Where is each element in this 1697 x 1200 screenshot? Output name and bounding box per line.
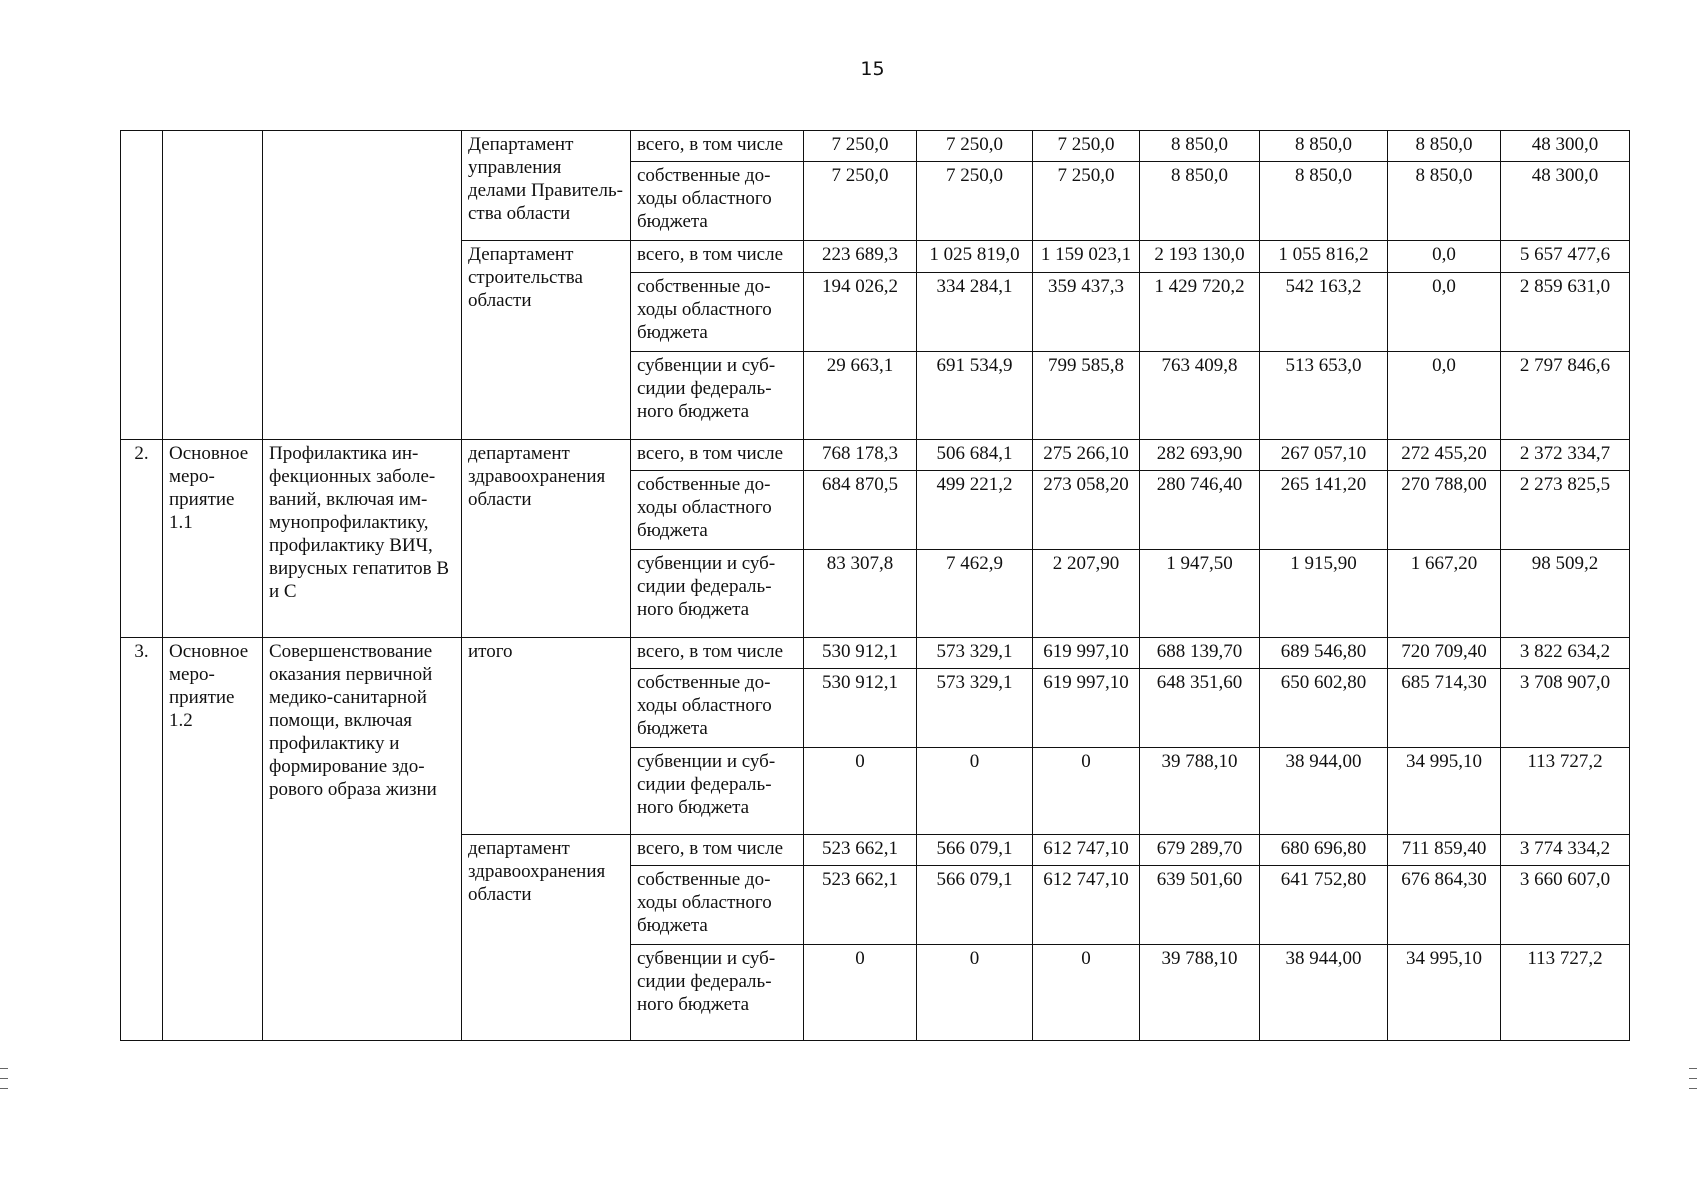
- value-cell: 7 250,0: [1033, 131, 1140, 162]
- value-cell: 8 850,0: [1388, 162, 1501, 241]
- value-cell: 270 788,00: [1388, 471, 1501, 550]
- edge-mark: [1689, 1078, 1697, 1079]
- budget-category: собственные до-ходы областного бюджета: [631, 866, 804, 945]
- value-cell: 8 850,0: [1140, 162, 1260, 241]
- value-cell: 3 660 607,0: [1501, 866, 1630, 945]
- value-cell: 8 850,0: [1388, 131, 1501, 162]
- value-cell: 98 509,2: [1501, 550, 1630, 638]
- value-cell: 48 300,0: [1501, 162, 1630, 241]
- funding-source: департамент здравоохранения области: [462, 835, 631, 1041]
- value-cell: 113 727,2: [1501, 945, 1630, 1041]
- value-cell: 619 997,10: [1033, 638, 1140, 669]
- value-cell: 1 667,20: [1388, 550, 1501, 638]
- edge-mark: [1689, 1068, 1697, 1069]
- event-type: [163, 131, 263, 440]
- value-cell: 0,0: [1388, 241, 1501, 273]
- value-cell: 1 159 023,1: [1033, 241, 1140, 273]
- value-cell: 689 546,80: [1260, 638, 1388, 669]
- row-index: 3.: [121, 638, 163, 1041]
- value-cell: 0: [917, 945, 1033, 1041]
- row-index: [121, 131, 163, 440]
- value-cell: 763 409,8: [1140, 352, 1260, 440]
- value-cell: 280 746,40: [1140, 471, 1260, 550]
- value-cell: 612 747,10: [1033, 835, 1140, 866]
- table-row: [121, 131, 1630, 162]
- event-type: Основное меро-приятие 1.2: [163, 638, 263, 1041]
- budget-category: всего, в том числе: [631, 835, 804, 866]
- value-cell: 0,0: [1388, 352, 1501, 440]
- budget-category: субвенции и суб-сидии федераль-ного бюджета: [631, 550, 804, 638]
- value-cell: 566 079,1: [917, 835, 1033, 866]
- value-cell: 612 747,10: [1033, 866, 1140, 945]
- value-cell: 334 284,1: [917, 273, 1033, 352]
- value-cell: 7 250,0: [804, 131, 917, 162]
- edge-mark: [0, 1088, 8, 1089]
- value-cell: 48 300,0: [1501, 131, 1630, 162]
- value-cell: 223 689,3: [804, 241, 917, 273]
- edge-mark: [0, 1078, 8, 1079]
- value-cell: 768 178,3: [804, 440, 917, 471]
- value-cell: 39 788,10: [1140, 945, 1260, 1041]
- value-cell: 711 859,40: [1388, 835, 1501, 866]
- value-cell: 720 709,40: [1388, 638, 1501, 669]
- value-cell: 7 250,0: [804, 162, 917, 241]
- value-cell: 2 859 631,0: [1501, 273, 1630, 352]
- value-cell: 0: [917, 748, 1033, 835]
- budget-category: собственные до-ходы областного бюджета: [631, 162, 804, 241]
- row-index: 2.: [121, 440, 163, 638]
- table-row: [121, 440, 1630, 471]
- edge-mark: [0, 1068, 8, 1069]
- budget-category: субвенции и суб-сидии федераль-ного бюджета: [631, 945, 804, 1041]
- value-cell: 272 455,20: [1388, 440, 1501, 471]
- value-cell: 499 221,2: [917, 471, 1033, 550]
- value-cell: 8 850,0: [1260, 162, 1388, 241]
- budget-category: всего, в том числе: [631, 638, 804, 669]
- value-cell: 83 307,8: [804, 550, 917, 638]
- value-cell: 1 947,50: [1140, 550, 1260, 638]
- value-cell: 513 653,0: [1260, 352, 1388, 440]
- value-cell: 648 351,60: [1140, 669, 1260, 748]
- value-cell: 3 774 334,2: [1501, 835, 1630, 866]
- value-cell: 265 141,20: [1260, 471, 1388, 550]
- value-cell: 1 429 720,2: [1140, 273, 1260, 352]
- value-cell: 2 207,90: [1033, 550, 1140, 638]
- value-cell: 3 822 634,2: [1501, 638, 1630, 669]
- value-cell: 0: [804, 748, 917, 835]
- value-cell: 3 708 907,0: [1501, 669, 1630, 748]
- value-cell: 34 995,10: [1388, 945, 1501, 1041]
- value-cell: 530 912,1: [804, 669, 917, 748]
- funding-source: Департамент строительства области: [462, 241, 631, 440]
- budget-category: субвенции и суб-сидии федераль-ного бюджета: [631, 748, 804, 835]
- value-cell: 273 058,20: [1033, 471, 1140, 550]
- value-cell: 523 662,1: [804, 866, 917, 945]
- value-cell: 113 727,2: [1501, 748, 1630, 835]
- page-number: 15: [860, 58, 885, 80]
- value-cell: 38 944,00: [1260, 748, 1388, 835]
- event-type: Основное меро-приятие 1.1: [163, 440, 263, 638]
- value-cell: 39 788,10: [1140, 748, 1260, 835]
- value-cell: 523 662,1: [804, 835, 917, 866]
- value-cell: 267 057,10: [1260, 440, 1388, 471]
- budget-category: собственные до-ходы областного бюджета: [631, 273, 804, 352]
- value-cell: 2 193 130,0: [1140, 241, 1260, 273]
- value-cell: 639 501,60: [1140, 866, 1260, 945]
- value-cell: 1 055 816,2: [1260, 241, 1388, 273]
- table-body: [121, 131, 1630, 1041]
- value-cell: 359 437,3: [1033, 273, 1140, 352]
- value-cell: 542 163,2: [1260, 273, 1388, 352]
- value-cell: 34 995,10: [1388, 748, 1501, 835]
- value-cell: 0: [804, 945, 917, 1041]
- value-cell: 0: [1033, 748, 1140, 835]
- value-cell: 2 797 846,6: [1501, 352, 1630, 440]
- value-cell: 684 870,5: [804, 471, 917, 550]
- value-cell: 29 663,1: [804, 352, 917, 440]
- value-cell: 194 026,2: [804, 273, 917, 352]
- value-cell: 275 266,10: [1033, 440, 1140, 471]
- value-cell: 688 139,70: [1140, 638, 1260, 669]
- event-name: [263, 131, 462, 440]
- value-cell: 38 944,00: [1260, 945, 1388, 1041]
- budget-category: собственные до-ходы областного бюджета: [631, 669, 804, 748]
- value-cell: 530 912,1: [804, 638, 917, 669]
- value-cell: 676 864,30: [1388, 866, 1501, 945]
- value-cell: 2 372 334,7: [1501, 440, 1630, 471]
- value-cell: 650 602,80: [1260, 669, 1388, 748]
- value-cell: 573 329,1: [917, 638, 1033, 669]
- value-cell: 2 273 825,5: [1501, 471, 1630, 550]
- value-cell: 680 696,80: [1260, 835, 1388, 866]
- budget-category: всего, в том числе: [631, 241, 804, 273]
- budget-category: всего, в том числе: [631, 440, 804, 471]
- edge-mark: [1689, 1088, 1697, 1089]
- value-cell: 7 250,0: [917, 162, 1033, 241]
- funding-source: Департамент управления делами Правитель-ства области: [462, 131, 631, 241]
- value-cell: 7 250,0: [917, 131, 1033, 162]
- value-cell: 619 997,10: [1033, 669, 1140, 748]
- value-cell: 799 585,8: [1033, 352, 1140, 440]
- value-cell: 679 289,70: [1140, 835, 1260, 866]
- value-cell: 1 915,90: [1260, 550, 1388, 638]
- value-cell: 506 684,1: [917, 440, 1033, 471]
- event-name: Профилактика ин-фекционных заболе-ваний, включая им-мунопрофилактику, профилактику ВИЧ, вирусных гепатитов В и С: [263, 440, 462, 638]
- budget-table: [120, 130, 1630, 1041]
- value-cell: 641 752,80: [1260, 866, 1388, 945]
- value-cell: 7 250,0: [1033, 162, 1140, 241]
- table-row: [121, 638, 1630, 669]
- value-cell: 5 657 477,6: [1501, 241, 1630, 273]
- value-cell: 8 850,0: [1260, 131, 1388, 162]
- funding-source: департамент здравоохранения области: [462, 440, 631, 638]
- budget-category: собственные до-ходы областного бюджета: [631, 471, 804, 550]
- value-cell: 685 714,30: [1388, 669, 1501, 748]
- budget-category: субвенции и суб-сидии федераль-ного бюджета: [631, 352, 804, 440]
- value-cell: 0,0: [1388, 273, 1501, 352]
- event-name: Совершенствование оказания первичной медико-санитарной помощи, включая профилактику и формирование здо-рового образа жизни: [263, 638, 462, 1041]
- budget-category: всего, в том числе: [631, 131, 804, 162]
- value-cell: 566 079,1: [917, 866, 1033, 945]
- value-cell: 8 850,0: [1140, 131, 1260, 162]
- value-cell: 7 462,9: [917, 550, 1033, 638]
- value-cell: 1 025 819,0: [917, 241, 1033, 273]
- value-cell: 573 329,1: [917, 669, 1033, 748]
- value-cell: 691 534,9: [917, 352, 1033, 440]
- value-cell: 0: [1033, 945, 1140, 1041]
- funding-source: итого: [462, 638, 631, 835]
- value-cell: 282 693,90: [1140, 440, 1260, 471]
